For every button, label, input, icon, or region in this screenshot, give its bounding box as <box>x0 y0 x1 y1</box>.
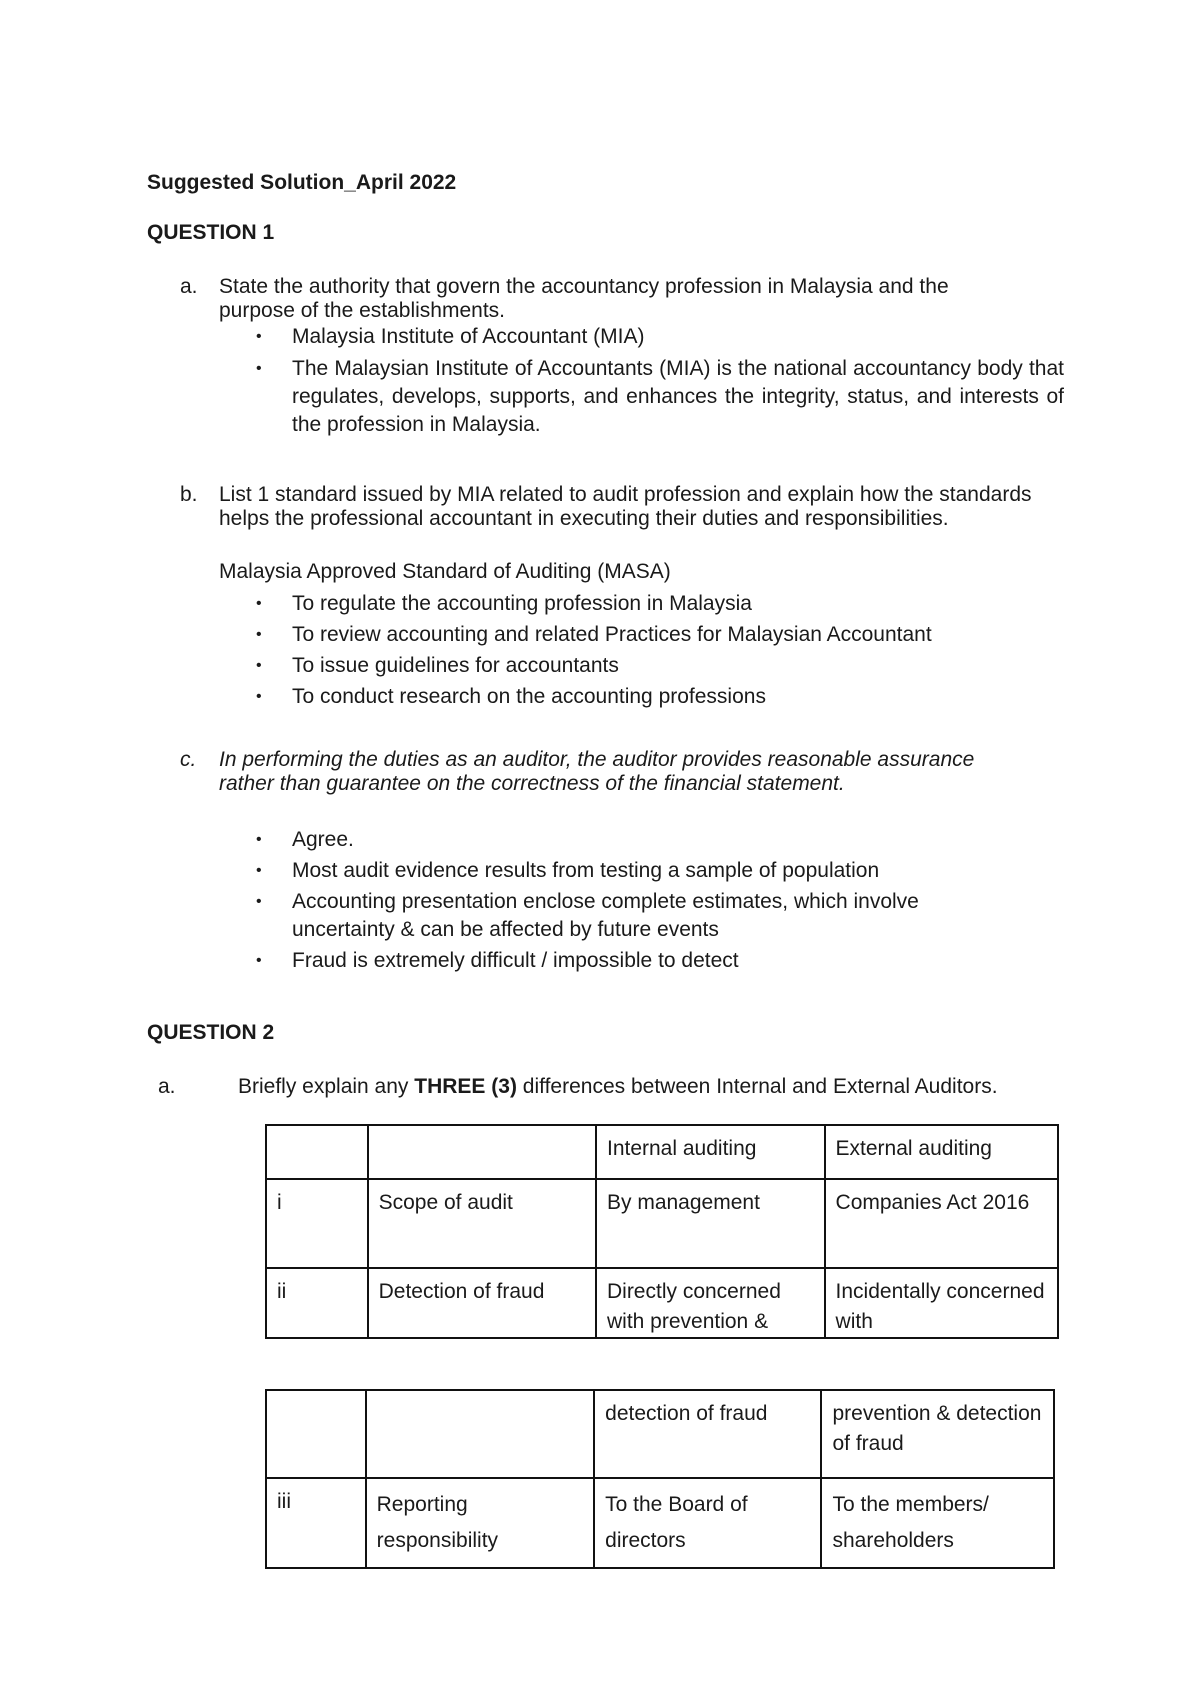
differences-table-part-2 <box>265 1389 1055 1569</box>
table-cell: Scope of audit <box>368 1179 596 1268</box>
q1a-question-line1: State the authority that govern the accountancy profession in Malaysia and the <box>219 275 949 298</box>
list-item: • Fraud is extremely difficult / impossible to detect <box>292 947 992 975</box>
table-cell: Companies Act 2016 <box>825 1179 1058 1268</box>
q1b-question-line1: List 1 standard issued by MIA related to audit profession and explain how the standards <box>219 483 1032 506</box>
table-cell: Incidentally concerned with <box>825 1268 1058 1338</box>
table-cell: Internal auditing <box>596 1125 825 1179</box>
table-cell: i <box>266 1179 368 1268</box>
q2a-question-pre: Briefly explain any <box>238 1075 415 1098</box>
table-cell <box>266 1125 368 1179</box>
table-cell: prevention & detection of fraud <box>821 1390 1054 1478</box>
list-item: • To conduct research on the accounting professions <box>292 681 1052 712</box>
table-cell: Reporting responsibility <box>366 1478 595 1568</box>
table-cell: Directly concerned with prevention & <box>596 1268 825 1338</box>
list-item: • The Malaysian Institute of Accountants (MIA) is the national accountancy body that regulates, develops, supports, and enhances the integrity, status, and interests of the profession in Malaysia. <box>292 355 1064 439</box>
q1a-marker: a. <box>180 275 198 298</box>
table-row <box>266 1179 1058 1268</box>
table-row <box>266 1390 1054 1478</box>
list-item: • Agree. <box>292 826 992 854</box>
table-cell <box>266 1390 366 1478</box>
q1c-marker: c. <box>180 748 197 771</box>
q1c-answer-list <box>292 826 992 975</box>
q1c-question-line1: In performing the duties as an auditor, the auditor provides reasonable assurance <box>219 748 975 771</box>
list-item: • Accounting presentation enclose complete estimates, which involve uncertainty & can be affected by future events <box>292 888 992 944</box>
differences-table-part-1 <box>265 1124 1059 1339</box>
table-cell: detection of fraud <box>594 1390 821 1478</box>
table-cell <box>366 1390 595 1478</box>
q2a-question-emphasis: THREE (3) <box>414 1075 517 1098</box>
q1b-marker: b. <box>180 483 198 506</box>
list-item: • To review accounting and related Practices for Malaysian Accountant <box>292 619 1052 650</box>
table-row <box>266 1268 1058 1338</box>
table-header-row <box>266 1125 1058 1179</box>
list-item: • To regulate the accounting profession in Malaysia <box>292 588 1052 619</box>
list-item: • Most audit evidence results from testing a sample of population <box>292 857 992 885</box>
q2a-question-post: differences between Internal and External Auditors. <box>516 1075 998 1098</box>
question-2-heading: QUESTION 2 <box>147 1021 275 1044</box>
table-cell: External auditing <box>825 1125 1058 1179</box>
q1b-standard-name: Malaysia Approved Standard of Auditing (MASA) <box>219 560 671 583</box>
q1a-answer-list <box>292 323 1064 439</box>
question-1-heading: QUESTION 1 <box>147 221 275 244</box>
q1a-question-line2: purpose of the establishments. <box>219 299 506 322</box>
q1c-question-line2: rather than guarantee on the correctness of the financial statement. <box>219 772 845 795</box>
q2a-question <box>238 1075 998 1099</box>
list-item: • Malaysia Institute of Accountant (MIA) <box>292 323 1064 351</box>
list-item: • To issue guidelines for accountants <box>292 650 1052 681</box>
table-cell: To the Board of directors <box>594 1478 821 1568</box>
table-cell: iii <box>266 1478 366 1568</box>
table-cell: By management <box>596 1179 825 1268</box>
table-cell: ii <box>266 1268 368 1338</box>
table-row <box>266 1478 1054 1568</box>
table-cell <box>368 1125 596 1179</box>
q1b-question-line2: helps the professional accountant in executing their duties and responsibilities. <box>219 507 949 530</box>
q1b-answer-list <box>292 588 1052 712</box>
table-cell: Detection of fraud <box>368 1268 596 1338</box>
document-title: Suggested Solution_April 2022 <box>147 171 457 194</box>
table-cell: To the members/ shareholders <box>821 1478 1054 1568</box>
q2a-marker: a. <box>158 1075 176 1098</box>
